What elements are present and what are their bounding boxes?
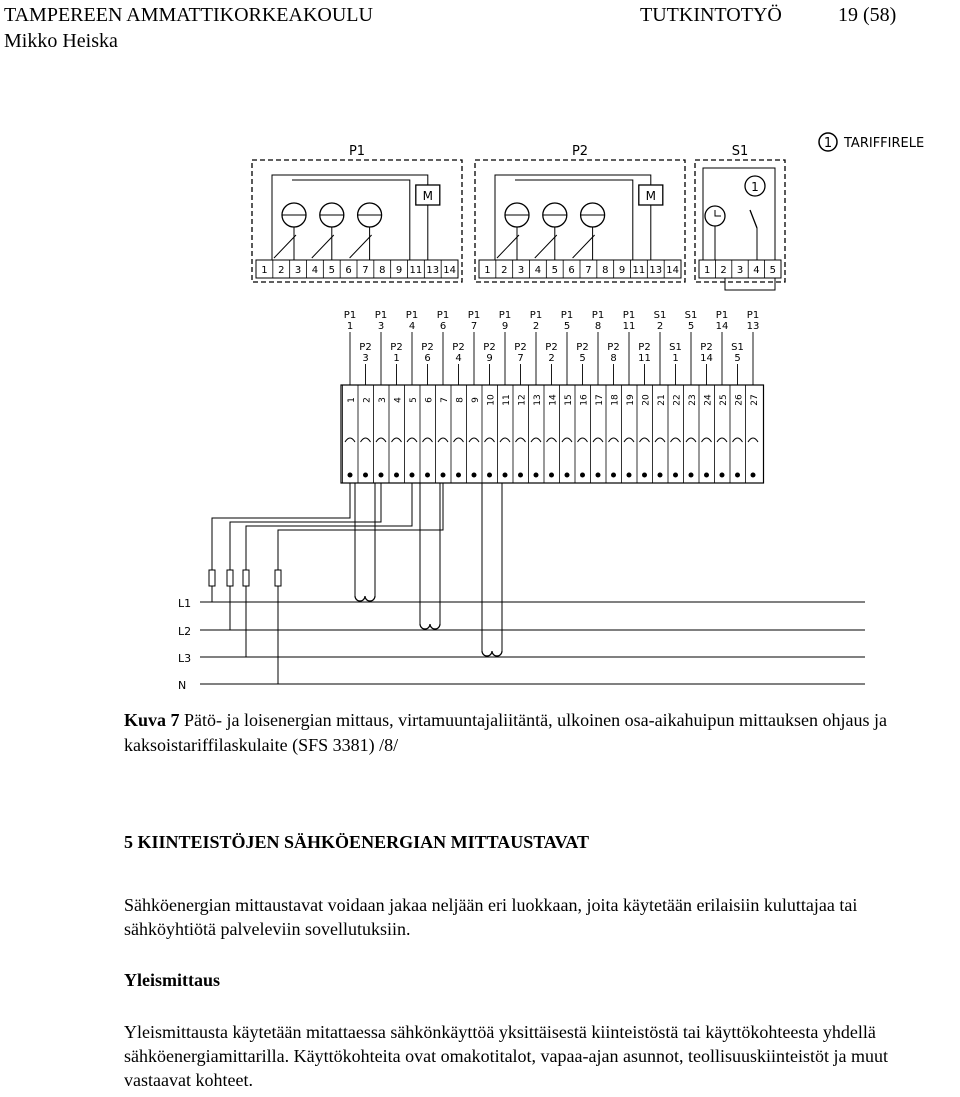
terminal-screw-icon: [534, 473, 539, 478]
wire: [292, 180, 410, 260]
terminal-label: 4: [311, 265, 319, 276]
terminal-clamp-icon: [593, 438, 603, 442]
block-terminal-label: 7: [440, 397, 450, 403]
terminal-screw-icon: [673, 473, 678, 478]
map-meter-label: P1: [343, 310, 357, 321]
terminal-clamp-icon: [671, 438, 681, 442]
legend-label: TARIFFIRELE: [844, 136, 925, 151]
map-meter-label: P2: [638, 342, 651, 353]
terminal-clamp-icon: [485, 438, 495, 442]
block-terminal-label: 6: [424, 397, 435, 403]
block-terminal-label: 12: [517, 394, 528, 406]
block-terminal-label: 8: [455, 397, 466, 403]
feed-wire: [246, 483, 412, 657]
block-terminal-label: 22: [672, 394, 683, 406]
terminal-clamp-icon: [469, 438, 479, 442]
map-meter-label: S1: [731, 342, 744, 353]
meter-label: P2: [571, 144, 589, 159]
terminal-label: 2: [278, 265, 285, 276]
line-label-N: N: [178, 679, 187, 692]
meter-frame: [695, 160, 785, 282]
ct-coil-icon: [355, 596, 375, 601]
subheading: Yleismittaus: [124, 970, 220, 990]
map-meter-label: P2: [700, 342, 713, 353]
terminal-label: 6: [568, 265, 575, 276]
terminal-label: 7: [362, 265, 369, 276]
block-terminal-label: 13: [533, 394, 543, 406]
wire: [535, 235, 557, 258]
terminal-block: [341, 385, 764, 483]
paragraph-2: Yleismittausta käytetään mitattaessa sähkönkäyttöä yksittäisestä kiinteistöstä tai käyttökohteesta yhdellä sähköenergiamittarilla. Käyttökohteita ovat omakotitalot, vapaa-ajan asunnot, teollisuuskiinteistöt ja muut vastaavat kohteet.: [124, 1022, 888, 1090]
terminal-label: 3: [294, 265, 302, 276]
terminal-clamp-icon: [562, 438, 572, 442]
block-terminal-label: 10: [486, 394, 497, 406]
terminal-clamp-icon: [423, 438, 433, 442]
terminal-screw-icon: [363, 473, 368, 478]
terminal-label: 11: [632, 265, 646, 276]
block-terminal-label: 23: [688, 394, 698, 406]
map-meter-label: S1: [669, 342, 682, 353]
map-meter-label: P1: [436, 310, 450, 321]
terminal-screw-icon: [456, 473, 461, 478]
map-meter-label: P1: [591, 310, 605, 321]
wire: [573, 235, 595, 258]
terminal-label: 14: [443, 265, 456, 276]
map-meter-label: P2: [390, 342, 403, 353]
diagram-legend: [819, 133, 924, 151]
block-terminal-label: 5: [409, 397, 419, 403]
map-terminal-label: 7: [470, 321, 478, 332]
map-terminal-label: 5: [687, 321, 695, 332]
block-terminal-label: 4: [393, 397, 404, 403]
map-terminal-label: 6: [439, 321, 447, 332]
map-terminal-label: 2: [548, 353, 555, 364]
map-terminal-label: 9: [501, 321, 509, 332]
terminal-screw-icon: [394, 473, 399, 478]
terminal-screw-icon: [487, 473, 492, 478]
terminal-label: 5: [551, 265, 558, 276]
figure-caption: [124, 708, 924, 758]
block-terminal-label: 15: [564, 394, 574, 406]
terminal-clamp-icon: [345, 438, 355, 442]
caption-label: Kuva 7: [124, 710, 180, 730]
caption-text: Pätö- ja loisenergian mittaus, virtamuuntajaliitäntä, ulkoinen osa-aikahuipun mittauksen ohjaus ja kaksoistariffilaskulaite (SFS 3381) /8/: [124, 710, 888, 755]
terminal-screw-icon: [627, 473, 632, 478]
terminal-label: 3: [517, 265, 525, 276]
terminal-label: 9: [618, 265, 626, 276]
line-label-L2: L2: [178, 625, 192, 638]
ct-coil-icon: [482, 651, 502, 656]
block-terminal-label: 11: [502, 394, 512, 406]
fuse-icon: [227, 570, 233, 586]
map-terminal-label: 4: [455, 353, 462, 364]
terminal-screw-icon: [735, 473, 740, 478]
header-page-number: 19 (58): [838, 4, 897, 26]
map-meter-label: P2: [514, 342, 527, 353]
terminal-clamp-icon: [655, 438, 665, 442]
clock-hands: [715, 210, 721, 216]
block-terminal-label: 1: [347, 397, 357, 403]
map-terminal-label: 4: [408, 321, 416, 332]
terminal-screw-icon: [518, 473, 523, 478]
terminal-clamp-icon: [376, 438, 386, 442]
terminal-screw-icon: [720, 473, 725, 478]
wire: [725, 278, 775, 290]
terminal-clamp-icon: [438, 438, 448, 442]
terminal-screw-icon: [751, 473, 756, 478]
map-terminal-label: 3: [362, 353, 369, 364]
wire: [312, 235, 334, 258]
terminal-clamp-icon: [547, 438, 557, 442]
block-terminal-label: 17: [595, 394, 605, 406]
fuse-icon: [209, 570, 215, 586]
terminal-clamp-icon: [624, 438, 634, 442]
map-terminal-label: 1: [346, 321, 354, 332]
block-terminal-label: 3: [378, 397, 388, 403]
block-terminal-label: 24: [703, 394, 714, 406]
wire: [274, 235, 296, 258]
terminal-screw-icon: [642, 473, 647, 478]
terminal-clamp-icon: [686, 438, 696, 442]
terminal-clamp-icon: [717, 438, 727, 442]
map-terminal-label: 11: [638, 353, 651, 364]
terminal-clamp-icon: [516, 438, 526, 442]
map-meter-label: P1: [405, 310, 419, 321]
block-terminal-label: 18: [610, 394, 621, 406]
terminal-clamp-icon: [500, 438, 510, 442]
terminal-label: 2: [720, 265, 727, 276]
current-transformer-2: [420, 483, 440, 629]
terminal-label: 13: [649, 265, 663, 276]
map-terminal-label: 11: [622, 321, 636, 332]
ct-coil-icon: [420, 624, 440, 629]
terminal-clamp-icon: [640, 438, 650, 442]
map-terminal-label: 5: [563, 321, 571, 332]
terminal-label: 11: [409, 265, 423, 276]
terminal-clamp-icon: [531, 438, 541, 442]
block-terminal-label: 16: [579, 394, 590, 406]
map-meter-label: P1: [560, 310, 574, 321]
terminal-label: 8: [379, 265, 386, 276]
relay-marker: 1: [751, 180, 759, 194]
block-terminal-label: 14: [548, 394, 559, 406]
wire: [272, 175, 428, 260]
terminal-label: 2: [501, 265, 508, 276]
map-meter-label: S1: [653, 310, 667, 321]
map-terminal-label: 2: [532, 321, 540, 332]
section-heading: 5 KIINTEISTÖJEN SÄHKÖENERGIAN MITTAUSTAVAT: [124, 832, 589, 852]
map-meter-label: P1: [529, 310, 543, 321]
map-meter-label: P1: [746, 310, 760, 321]
block-terminal-label: 21: [657, 394, 667, 406]
terminal-clamp-icon: [454, 438, 464, 442]
terminal-screw-icon: [580, 473, 585, 478]
paragraph-1: Sähköenergian mittaustavat voidaan jakaa neljään eri luokkaan, joita käytetään erilaisiin kuluttajaa tai sähköyhtiötä palveleviin sovellutuksiin.: [124, 895, 858, 939]
terminal-screw-icon: [441, 473, 446, 478]
block-terminal-label: 20: [641, 394, 652, 406]
current-transformer-1: [355, 483, 375, 601]
map-terminal-label: 14: [700, 353, 713, 364]
terminal-screw-icon: [549, 473, 554, 478]
map-terminal-label: 3: [377, 321, 385, 332]
terminal-label: 1: [704, 265, 711, 276]
wire: [515, 180, 633, 260]
map-terminal-label: 1: [393, 353, 400, 364]
map-meter-label: S1: [684, 310, 698, 321]
map-terminal-label: 13: [746, 321, 760, 332]
terminal-label: 13: [426, 265, 440, 276]
terminal-clamp-icon: [609, 438, 619, 442]
line-label-L1: L1: [178, 597, 192, 610]
map-meter-label: P2: [452, 342, 465, 353]
supply-lines: [178, 483, 865, 692]
terminal-clamp-icon: [702, 438, 712, 442]
terminal-screw-icon: [472, 473, 477, 478]
map-meter-label: P1: [715, 310, 729, 321]
fuse-icon: [275, 570, 281, 586]
terminal-screw-icon: [689, 473, 694, 478]
block-terminal-label: 27: [750, 394, 760, 406]
terminal-label: 14: [666, 265, 679, 276]
block-terminal-label: 2: [362, 397, 373, 403]
terminal-map: [344, 310, 760, 385]
map-terminal-label: 9: [486, 353, 493, 364]
meter-label: P1: [348, 144, 366, 159]
terminal-label: 4: [534, 265, 542, 276]
header-author: Mikko Heiska: [4, 30, 118, 52]
terminal-clamp-icon: [407, 438, 417, 442]
counter-label: M: [645, 189, 656, 203]
block-terminal-label: 9: [471, 397, 481, 403]
map-terminal-label: 1: [672, 353, 679, 364]
map-terminal-label: 14: [715, 321, 729, 332]
map-meter-label: P2: [421, 342, 434, 353]
counter-label: M: [422, 189, 433, 203]
header-institution: TAMPEREEN AMMATTIKORKEAKOULU: [4, 4, 373, 26]
terminal-screw-icon: [704, 473, 709, 478]
terminal-clamp-icon: [361, 438, 371, 442]
terminal-clamp-icon: [578, 438, 588, 442]
feed-wire: [278, 483, 443, 684]
terminal-screw-icon: [596, 473, 601, 478]
terminal-screw-icon: [565, 473, 570, 478]
terminal-screw-icon: [611, 473, 616, 478]
map-terminal-label: 8: [594, 321, 602, 332]
map-meter-label: P1: [467, 310, 481, 321]
feed-wire: [230, 483, 381, 630]
legend-number: 1: [823, 136, 833, 151]
terminal-label: 3: [736, 265, 744, 276]
terminal-label: 5: [328, 265, 335, 276]
map-meter-label: P1: [498, 310, 512, 321]
terminal-label: 5: [769, 265, 776, 276]
map-meter-label: P1: [374, 310, 388, 321]
map-meter-label: P2: [359, 342, 372, 353]
map-meter-label: P2: [545, 342, 558, 353]
map-terminal-label: 5: [579, 353, 586, 364]
map-terminal-label: 6: [424, 353, 431, 364]
block-terminal-label: 19: [626, 394, 636, 406]
terminal-label: 8: [602, 265, 609, 276]
header-doc-type: TUTKINTOTYÖ: [640, 4, 782, 26]
terminal-clamp-icon: [392, 438, 402, 442]
terminal-screw-icon: [348, 473, 353, 478]
terminal-label: 1: [484, 265, 491, 276]
terminal-screw-icon: [410, 473, 415, 478]
terminal-clamp-icon: [748, 438, 758, 442]
terminal-screw-icon: [658, 473, 663, 478]
map-terminal-label: 2: [656, 321, 664, 332]
terminal-clamp-icon: [733, 438, 743, 442]
map-terminal-label: 7: [517, 353, 524, 364]
meter-P2: [475, 144, 685, 282]
map-meter-label: P1: [622, 310, 636, 321]
map-meter-label: P2: [483, 342, 496, 353]
terminal-label: 1: [261, 265, 268, 276]
line-label-L3: L3: [178, 652, 192, 665]
fuse-icon: [243, 570, 249, 586]
map-terminal-label: 5: [734, 353, 741, 364]
meter-S1: [695, 144, 785, 290]
block-terminal-label: 25: [719, 394, 729, 406]
switch-contact: [750, 210, 757, 228]
terminal-label: 4: [753, 265, 760, 276]
map-meter-label: P2: [607, 342, 620, 353]
map-terminal-label: 8: [610, 353, 617, 364]
meter-panel: [252, 144, 785, 290]
wiring-diagram: [160, 120, 960, 700]
terminal-screw-icon: [425, 473, 430, 478]
meter-P1: [252, 144, 462, 282]
terminal-label: 6: [345, 265, 352, 276]
map-meter-label: P2: [576, 342, 589, 353]
block-terminal-label: 26: [734, 394, 745, 406]
terminal-label: 9: [395, 265, 403, 276]
meter-label: S1: [731, 144, 749, 159]
terminal-screw-icon: [379, 473, 384, 478]
terminal-label: 7: [585, 265, 592, 276]
wire: [350, 235, 372, 258]
wire: [495, 175, 651, 260]
terminal-screw-icon: [503, 473, 508, 478]
wire: [497, 235, 519, 258]
